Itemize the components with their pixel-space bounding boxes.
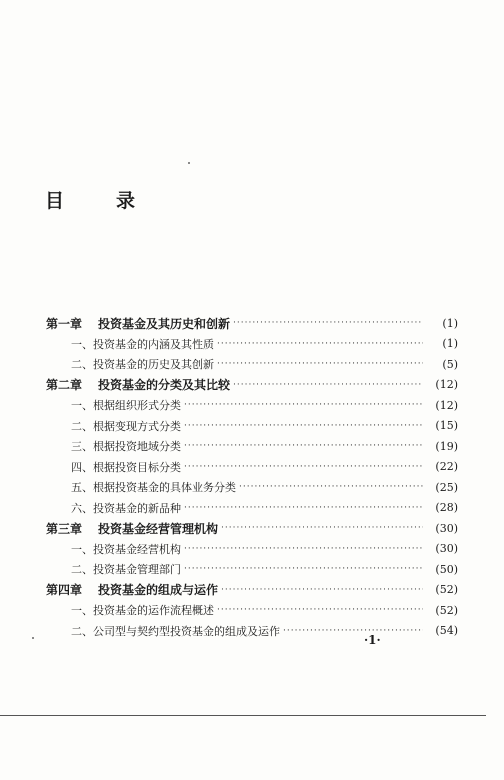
page-ref: (25) <box>435 480 458 494</box>
page-ref: (12) <box>435 398 458 412</box>
chapter-number: 第三章 <box>46 521 83 536</box>
dot-leader <box>217 605 423 615</box>
scan-speck <box>32 637 34 639</box>
page-ref: (5) <box>442 357 458 371</box>
section-title: 一、投资基金经营机构 <box>71 542 181 556</box>
page-ref: (54) <box>435 624 458 637</box>
chapter-title: 投资基金及其历史和创新 <box>98 316 231 331</box>
dot-leader <box>233 380 423 390</box>
section-title: 二、根据变现方式分类 <box>71 419 181 433</box>
chapter-number: 第四章 <box>46 583 83 597</box>
dot-leader <box>184 441 423 451</box>
section-title: 二、公司型与契约型投资基金的组成及运作 <box>71 624 280 638</box>
page-title <box>45 186 136 213</box>
title-char-1: 目 <box>45 190 65 212</box>
title-char-2: 录 <box>116 190 136 212</box>
page-ref: (30) <box>435 542 458 555</box>
section-title: 四、根据投资目标分类 <box>71 460 181 474</box>
dot-leader <box>184 421 423 431</box>
dot-leader <box>217 359 423 369</box>
page-ref: (15) <box>435 419 458 432</box>
toc-section-row <box>46 395 458 415</box>
chapter-title: 投资基金经营管理机构 <box>98 521 219 536</box>
bottom-rule <box>0 715 486 716</box>
section-title: 三、根据投资地域分类 <box>71 440 181 453</box>
page-number: ·1· <box>364 633 381 647</box>
toc-section-row <box>46 621 458 641</box>
section-title: 一、投资基金的运作流程概述 <box>71 604 214 617</box>
page-ref: (12) <box>435 378 458 391</box>
toc-section-row <box>46 498 458 518</box>
page-ref: (52) <box>435 603 458 617</box>
section-title: 一、根据组织形式分类 <box>71 399 181 412</box>
dot-leader <box>283 626 423 636</box>
scan-speck <box>188 162 190 164</box>
toc-section-row <box>46 559 458 579</box>
toc-section-row <box>46 436 458 456</box>
page-ref: (52) <box>435 583 458 596</box>
dot-leader <box>233 318 423 328</box>
page-ref: (50) <box>435 562 458 576</box>
toc-section-row <box>46 600 458 620</box>
toc-chapter-row <box>46 313 458 333</box>
page-ref: (1) <box>442 316 458 330</box>
toc-section-row <box>46 354 458 374</box>
dot-leader <box>217 339 423 349</box>
section-title: 二、投资基金管理部门 <box>71 563 181 576</box>
toc-section-row <box>46 334 458 354</box>
dot-leader <box>239 482 423 492</box>
toc-section-row <box>46 416 458 436</box>
page-ref: (19) <box>435 439 458 453</box>
chapter-title: 投资基金的组成与运作 <box>98 583 219 597</box>
toc-chapter-row <box>46 580 458 600</box>
chapter-title: 投资基金的分类及其比较 <box>98 378 231 392</box>
section-title: 一、投资基金的内涵及其性质 <box>71 337 214 351</box>
toc-section-row <box>46 457 458 477</box>
page-ref: (22) <box>435 460 458 473</box>
page-ref: (1) <box>442 337 458 350</box>
dot-leader <box>184 400 423 410</box>
dot-leader <box>184 544 423 554</box>
dot-leader <box>221 523 423 533</box>
page-ref: (28) <box>435 501 458 514</box>
toc-section-row <box>46 539 458 559</box>
toc-chapter-row <box>46 518 458 538</box>
toc-chapter-row <box>46 375 458 395</box>
dot-leader <box>221 585 423 595</box>
section-title: 二、投资基金的历史及其创新 <box>71 358 214 371</box>
page-ref: (30) <box>435 521 458 535</box>
section-title: 六、投资基金的新品种 <box>71 501 181 515</box>
section-title: 五、根据投资基金的具体业务分类 <box>71 481 236 494</box>
dot-leader <box>184 462 423 472</box>
chapter-number: 第一章 <box>46 316 83 331</box>
toc-section-row <box>46 477 458 497</box>
chapter-number: 第二章 <box>46 378 83 392</box>
dot-leader <box>184 503 423 513</box>
dot-leader <box>184 564 423 574</box>
